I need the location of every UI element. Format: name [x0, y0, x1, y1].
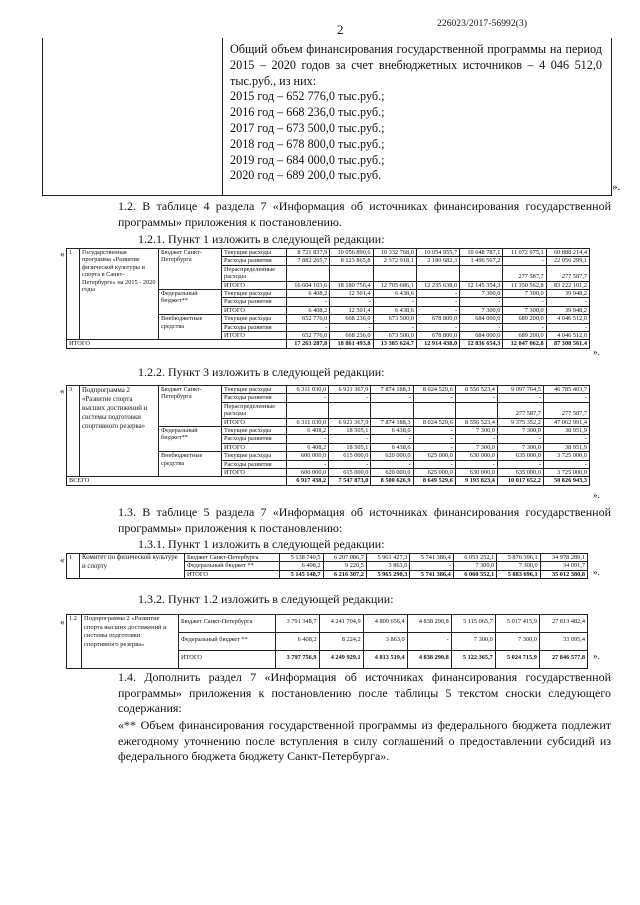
t2-cell: Текущие расходы [222, 452, 287, 460]
t2-cell: - [287, 435, 329, 443]
t3-cell: Бюджет Санкт-Петербурга [185, 554, 280, 562]
t2-cell: 7 300,0 [497, 427, 543, 435]
t1-cell: - [373, 298, 416, 306]
footnote-text: «** Объем финансирования государственной программы из федерального бюджета подлежит ежегодному уточнению после вступления в силу соглашений о предоставлении субсидий из федерального бюджета бюджету Санкт-Петербурга». [118, 718, 611, 763]
t3-cell: 35 012 380,8 [540, 570, 587, 578]
t2-cell: 600 000,0 [287, 452, 329, 460]
t1-cell: - [416, 298, 459, 306]
t1-cell: 39 948,2 [546, 290, 589, 298]
table3-close-quote: ». [593, 567, 600, 577]
t1-cell: 684 000,0 [460, 332, 503, 340]
t3-cell: 3 863,0 [366, 562, 409, 570]
paragraph-1-3-1: 1.3.1. Пункт 1 изложить в следующей редакции: [138, 537, 385, 551]
t4-cell: 27 813 482,4 [539, 615, 587, 633]
t1-cell: 22 056 299,1 [546, 257, 589, 265]
t2-cell: 630 000,0 [455, 452, 497, 460]
t1-cell: Текущие расходы [222, 290, 287, 298]
t3-org-name: Комитет по физической культуре и спорту [80, 554, 185, 579]
financing-line: 2019 год – 684 000,0 тыс.руб.; [230, 152, 385, 167]
t1-total: 13 385 624,7 [373, 340, 416, 348]
table1-close-quote: ». [593, 347, 600, 357]
financing-line: 2018 год – 678 800,0 тыс.руб.; [230, 136, 385, 151]
table-1 [66, 248, 590, 349]
t2-cell: - [413, 435, 455, 443]
t4-cell: 7 300,0 [495, 633, 539, 651]
t3-cell: 6 408,2 [280, 562, 323, 570]
t1-cell: 4 046 512,0 [546, 332, 589, 340]
t1-program-name: Государственная программа «Развитие физической культуры и спорта в Санкт-Петербурге» на 2015 - 2020 годы [80, 249, 159, 340]
t2-cell [329, 402, 371, 418]
t2-cell: 6 311 030,0 [287, 418, 329, 426]
t1-cell: 2 180 682,3 [416, 257, 459, 265]
t1-cell: 689 200,0 [503, 315, 546, 323]
t3-cell: 6 207 086,7 [323, 554, 366, 562]
t1-cell: Нераспределенные расходы [222, 265, 287, 281]
t1-cell: - [287, 298, 330, 306]
t3-cell: Федеральный бюджет ** [185, 562, 280, 570]
t3-cell: 5 741 386,4 [410, 570, 453, 578]
t2-cell: 46 785 403,7 [543, 386, 589, 394]
financing-line: 2016 год – 668 236,0 тыс.руб.; [230, 105, 385, 120]
t2-cell: - [455, 460, 497, 468]
t2-cell: 7 300,0 [455, 443, 497, 451]
t2-cell: 625 000,0 [413, 469, 455, 477]
t2-cell: 18 505,1 [329, 427, 371, 435]
t3-cell: 6 060 552,1 [453, 570, 496, 578]
t1-cell: 7 300,0 [460, 306, 503, 314]
t2-cell: 7 300,0 [455, 427, 497, 435]
t2-cell: 6 408,2 [287, 427, 329, 435]
t2-total: 9 193 823,4 [455, 477, 497, 485]
t4-cell: 5 024 715,9 [495, 651, 539, 669]
t2-cell: 8 024 529,6 [413, 418, 455, 426]
t4-program-name: Подпрограмма 2 «Развитие спорта высших достижений и системы подготовки спортивного резерва» [82, 615, 179, 669]
t2-cell: 7 874 188,3 [371, 418, 413, 426]
t3-cell: 5 961 427,3 [366, 554, 409, 562]
t2-cell: 9 097 764,5 [497, 386, 543, 394]
t2-cell: - [371, 394, 413, 402]
t1-cell: 6 438,6 [373, 290, 416, 298]
t1-cell: 7 300,0 [460, 290, 503, 298]
table2-open-quote: « [60, 386, 65, 396]
t1-cell: 16 604 103,6 [287, 281, 330, 289]
t2-cell: 9 375 352,2 [497, 418, 543, 426]
t2-cell: - [497, 435, 543, 443]
t1-cell: 8 123 865,8 [330, 257, 373, 265]
t1-cell: 277 587,7 [546, 265, 589, 281]
t2-cell: - [497, 394, 543, 402]
t1-cell: 12 235 638,0 [416, 281, 459, 289]
t2-cell: - [497, 460, 543, 468]
t2-cell: Текущие расходы [222, 386, 287, 394]
t1-source-spb: Бюджет Санкт-Петербурга [159, 249, 222, 290]
t1-cell: - [416, 323, 459, 331]
t1-cell: - [546, 298, 589, 306]
t2-cell: 8 556 523,4 [455, 386, 497, 394]
t1-cell: 83 222 101,2 [546, 281, 589, 289]
t2-cell: 3 725 000,0 [543, 469, 589, 477]
t1-cell: Расходы развития [222, 323, 287, 331]
t1-cell [460, 265, 503, 281]
t4-cell: 27 846 577,8 [539, 651, 587, 669]
t1-cell: ИТОГО [222, 332, 287, 340]
t4-cell: 4 249 929,1 [319, 651, 363, 669]
paragraph-1-2: 1.2. В таблице 4 раздела 7 «Информация об источниках финансирования государственной программы» приложения к постановлению. [118, 199, 611, 229]
t3-cell: 9 220,5 [323, 562, 366, 570]
t1-cell: - [460, 323, 503, 331]
t2-cell: 3 725 000,0 [543, 452, 589, 460]
t2-cell: - [413, 427, 455, 435]
t1-cell: Текущие расходы [222, 249, 287, 257]
t2-cell: 630 000,0 [455, 469, 497, 477]
t1-cell: 7 300,0 [503, 290, 546, 298]
t2-cell: Нераспределенные расходы [222, 402, 287, 418]
t1-cell: 4 046 512,0 [546, 315, 589, 323]
t1-cell: 7 882 265,7 [287, 257, 330, 265]
t1-total: 12 914 438,0 [416, 340, 459, 348]
t2-cell: - [287, 394, 329, 402]
t2-cell: 6 438,6 [371, 427, 413, 435]
t1-cell: 652 776,0 [287, 332, 330, 340]
t2-cell: 6 311 030,0 [287, 386, 329, 394]
t3-cell: 7 300,0 [453, 562, 496, 570]
t1-cell [416, 265, 459, 281]
paragraph-1-4: 1.4. Дополнить раздел 7 «Информация об источниках финансирования государственной программы» приложения к постановлению после таблицы 5 текстом сноски следующего содержания: [118, 670, 611, 715]
t3-num: 1 [67, 554, 80, 579]
t1-cell: - [416, 290, 459, 298]
t2-num: 3 [67, 386, 80, 477]
financing-line: Общий объем финансирования государственной программы на период 2015 – 2020 годов за счет внебюджетных источников – 4 046 512,0 тыс.руб., из них: [230, 42, 602, 88]
t2-cell: - [413, 443, 455, 451]
t3-cell: 7 300,0 [497, 562, 540, 570]
t2-total: 50 826 943,3 [543, 477, 589, 485]
t2-cell: - [371, 435, 413, 443]
t1-cell: 10 332 768,0 [373, 249, 416, 257]
t1-cell: 12 501,4 [330, 290, 373, 298]
t1-cell: - [373, 323, 416, 331]
t1-cell: 6 408,2 [287, 306, 330, 314]
t2-source-extrabudget: Внебюджетные средства [159, 452, 222, 477]
t1-cell: Расходы развития [222, 298, 287, 306]
t1-cell: 8 721 837,9 [287, 249, 330, 257]
t2-cell: 615 000,0 [329, 452, 371, 460]
t2-cell: 620 000,0 [371, 452, 413, 460]
t1-cell: 10 648 787,1 [460, 249, 503, 257]
t2-cell: ИТОГО [222, 469, 287, 477]
t2-cell: - [455, 435, 497, 443]
t2-cell: ИТОГО [222, 443, 287, 451]
table2-close-quote: ». [593, 490, 600, 500]
t1-cell: - [503, 323, 546, 331]
t4-cell: 33 095,4 [539, 633, 587, 651]
t4-cell: 7 300,0 [451, 633, 495, 651]
t1-cell: 684 000,0 [460, 315, 503, 323]
t2-cell: 6 921 367,9 [329, 418, 371, 426]
t1-cell: 12 705 686,1 [373, 281, 416, 289]
t1-cell: - [330, 323, 373, 331]
t2-cell: - [329, 394, 371, 402]
t2-cell: 7 300,0 [497, 443, 543, 451]
t3-cell: 5 741 386,4 [410, 554, 453, 562]
t3-cell: 6 216 307,2 [323, 570, 366, 578]
t4-cell: 8 224,2 [319, 633, 363, 651]
t1-cell: ИТОГО [222, 306, 287, 314]
financing-text [230, 42, 602, 184]
t1-cell: 10 054 955,7 [416, 249, 459, 257]
document-number: 226023/2017-56992(3) [437, 19, 528, 29]
t2-cell: 7 874 188,3 [371, 386, 413, 394]
t1-cell: - [503, 298, 546, 306]
t2-cell: 615 000,0 [329, 469, 371, 477]
t2-cell: - [413, 460, 455, 468]
t1-cell: 39 948,2 [546, 306, 589, 314]
t1-cell: 18 180 756,4 [330, 281, 373, 289]
t1-total-label: ИТОГО [67, 340, 287, 348]
t3-cell: 5 138 740,5 [280, 554, 323, 562]
t1-total: 12 836 654,3 [460, 340, 503, 348]
t1-cell: 678 800,0 [416, 315, 459, 323]
t4-cell: 4 809 656,4 [363, 615, 407, 633]
t2-total: 8 500 626,9 [371, 477, 413, 485]
t1-cell: 652 776,0 [287, 315, 330, 323]
t3-cell: 5 876 396,1 [497, 554, 540, 562]
t3-cell: 5 965 290,3 [366, 570, 409, 578]
t1-cell: - [330, 298, 373, 306]
t2-cell: - [287, 460, 329, 468]
t1-cell: 12 501,4 [330, 306, 373, 314]
t1-cell: 11 350 562,8 [503, 281, 546, 289]
t4-cell: 3 791 348,7 [275, 615, 319, 633]
t2-cell: Текущие расходы [222, 427, 287, 435]
t2-cell: 6 438,6 [371, 443, 413, 451]
t1-cell: - [287, 323, 330, 331]
t2-cell: 620 000,0 [371, 469, 413, 477]
t4-cell: 3 797 756,9 [275, 651, 319, 669]
t1-cell: 11 072 975,1 [503, 249, 546, 257]
t1-cell: 6 438,6 [373, 306, 416, 314]
t4-cell: 3 863,0 [363, 633, 407, 651]
t1-total: 18 861 493,8 [330, 340, 373, 348]
t2-cell: - [543, 460, 589, 468]
t2-cell: 47 062 991,4 [543, 418, 589, 426]
closing-quote: ». [612, 181, 621, 193]
t2-cell [371, 402, 413, 418]
t1-cell: - [503, 257, 546, 265]
t2-program-name: Подпрограмма 2 «Развитие спорта высших достижений и системы подготовки спортивного резерва» [80, 386, 159, 477]
t4-cell: 5 017 415,9 [495, 615, 539, 633]
financing-line: 2015 год – 652 776,0 тыс.руб.; [230, 89, 385, 104]
paragraph-1-3: 1.3. В таблице 5 раздела 7 «Информация об источниках финансирования государственной программы» приложения к постановлению: [118, 505, 611, 535]
t2-cell: 277 587,7 [543, 402, 589, 418]
t1-cell [330, 265, 373, 281]
financing-line: 2017 год – 673 500,0 тыс.руб.; [230, 120, 385, 135]
t1-cell: 1 496 567,2 [460, 257, 503, 265]
table4-open-quote: « [60, 617, 65, 627]
t1-cell: 10 056 890,6 [330, 249, 373, 257]
t2-cell: 600 000,0 [287, 469, 329, 477]
t2-cell: - [455, 394, 497, 402]
t1-cell: 668 236,0 [330, 315, 373, 323]
t1-cell: 6 408,2 [287, 290, 330, 298]
t2-total-label: ВСЕГО [67, 477, 287, 485]
t4-cell: 6 408,2 [275, 633, 319, 651]
t2-cell: 8 024 529,6 [413, 386, 455, 394]
paragraph-1-3-2: 1.3.2. Пункт 1.2 изложить в следующей редакции: [138, 592, 394, 606]
table4-close-quote: ». [593, 651, 600, 661]
t2-cell: 635 000,0 [497, 469, 543, 477]
t3-cell: 5 883 696,1 [497, 570, 540, 578]
t2-cell: - [329, 435, 371, 443]
t2-cell [413, 402, 455, 418]
financing-left-cell [42, 38, 223, 196]
t4-cell: 4 813 519,4 [363, 651, 407, 669]
t2-cell: ИТОГО [222, 418, 287, 426]
t1-cell: - [546, 323, 589, 331]
t4-cell: - [407, 633, 451, 651]
t4-cell: 4 241 704,9 [319, 615, 363, 633]
t1-cell: - [416, 306, 459, 314]
t2-cell: 38 951,9 [543, 427, 589, 435]
t2-cell: 38 951,9 [543, 443, 589, 451]
t4-cell: 5 122 365,7 [451, 651, 495, 669]
t1-cell: Текущие расходы [222, 315, 287, 323]
t2-cell [455, 402, 497, 418]
t4-num: 1.2 [67, 615, 82, 669]
t1-cell: ИТОГО [222, 281, 287, 289]
t2-cell: 6 921 367,9 [329, 386, 371, 394]
t2-source-federal: Федеральный бюджет** [159, 427, 222, 452]
table3-open-quote: « [60, 555, 65, 565]
t2-total: 7 547 873,0 [329, 477, 371, 485]
t2-cell: 6 408,2 [287, 443, 329, 451]
t2-cell: 277 587,7 [497, 402, 543, 418]
t2-cell: 8 556 523,4 [455, 418, 497, 426]
t1-cell: 60 888 214,4 [546, 249, 589, 257]
paragraph-1-2-2: 1.2.2. Пункт 3 изложить в следующей редакции: [138, 365, 385, 379]
t2-cell: Расходы развития [222, 460, 287, 468]
t1-total: 87 308 561,4 [546, 340, 589, 348]
t1-cell: 12 145 354,3 [460, 281, 503, 289]
t1-total: 17 263 287,8 [287, 340, 330, 348]
t1-cell: 678 800,0 [416, 332, 459, 340]
t1-num: 1 [67, 249, 80, 340]
t4-cell: Федеральный бюджет ** [179, 633, 276, 651]
t1-cell: 7 300,0 [503, 306, 546, 314]
t2-total: 8 649 529,6 [413, 477, 455, 485]
table-3 [66, 553, 588, 579]
page-number: 2 [337, 22, 344, 37]
t1-cell [373, 265, 416, 281]
t1-cell: Расходы развития [222, 257, 287, 265]
t3-cell: 5 145 148,7 [280, 570, 323, 578]
t1-cell: - [460, 298, 503, 306]
t2-source-spb: Бюджет Санкт-Петербурга [159, 386, 222, 427]
table1-open-quote: « [60, 249, 65, 259]
paragraph-1-2-1: 1.2.1. Пункт 1 изложить в следующей редакции: [138, 232, 385, 246]
t2-cell: - [543, 435, 589, 443]
t4-cell: ИТОГО [179, 651, 276, 669]
t2-cell: Расходы развития [222, 394, 287, 402]
table-2 [66, 385, 590, 486]
t1-cell: 689 200,0 [503, 332, 546, 340]
t2-cell: - [329, 460, 371, 468]
t1-cell: 673 500,0 [373, 332, 416, 340]
t4-cell: 4 838 290,8 [407, 615, 451, 633]
t2-total: 6 917 438,2 [287, 477, 329, 485]
t3-cell: 6 053 252,1 [453, 554, 496, 562]
t2-cell: - [371, 460, 413, 468]
t1-cell [287, 265, 330, 281]
t3-cell: - [410, 562, 453, 570]
t2-cell [287, 402, 329, 418]
t2-cell: - [543, 394, 589, 402]
t2-cell: 635 000,0 [497, 452, 543, 460]
t2-cell: 18 505,1 [329, 443, 371, 451]
t1-cell: 277 587,7 [503, 265, 546, 281]
t3-cell: 34 978 289,1 [540, 554, 587, 562]
t2-total: 10 017 652,2 [497, 477, 543, 485]
financing-line: 2020 год – 689 200,0 тыс.руб. [230, 168, 382, 183]
t2-cell: Расходы развития [222, 435, 287, 443]
t1-total: 12 047 062,8 [503, 340, 546, 348]
t4-cell: 4 838 290,8 [407, 651, 451, 669]
t1-source-extrabudget: Внебюджетные средства [159, 315, 222, 340]
t4-cell: 5 115 065,7 [451, 615, 495, 633]
t4-cell: Бюджет Санкт-Петербурга [179, 615, 276, 633]
t1-cell: 668 236,0 [330, 332, 373, 340]
t1-source-federal: Федеральный бюджет** [159, 290, 222, 315]
t1-cell: 673 500,0 [373, 315, 416, 323]
t2-cell: 625 000,0 [413, 452, 455, 460]
t3-cell: 34 091,7 [540, 562, 587, 570]
t1-cell: 2 372 918,1 [373, 257, 416, 265]
t2-cell: - [413, 394, 455, 402]
table-4 [66, 614, 588, 669]
t3-cell: ИТОГО [185, 570, 280, 578]
